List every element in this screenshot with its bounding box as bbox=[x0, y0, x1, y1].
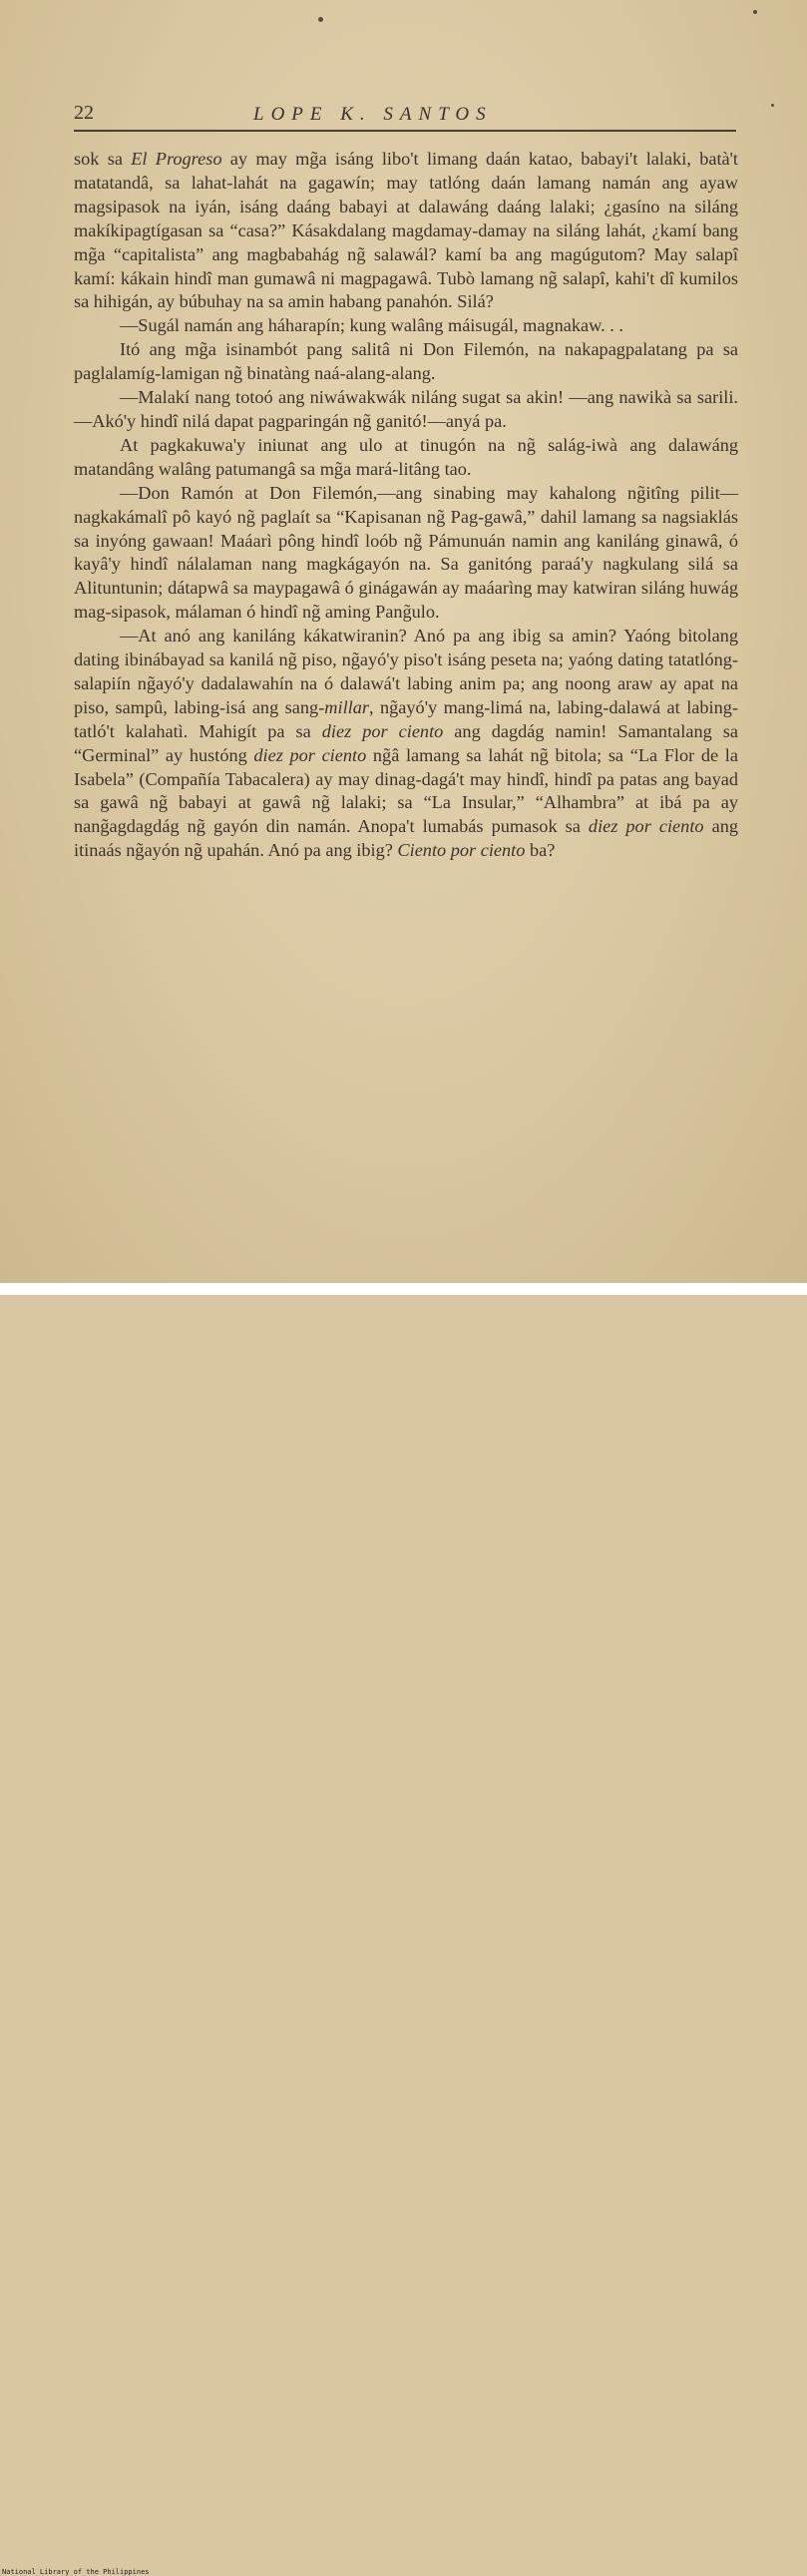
text-run: —Don Ramón at Don Filemón,—ang sinabing may kahalong ng̃itîng pilit—nagkakámalî pô kayó ng̃ paglaít sa “Kapisanan ng̃ Pag-gawâ,” dahil lamang sa nagsiaklás sa inyóng gawaan! Maáarì pông hindî loób ng̃ Pámunuán namin ang kaniláng ginawâ, ó kayâ'y hindî nálalaman nang magkágayón na. Sa ganitóng paraá'y nagkulang silá sa Alituntunin; dátapwâ sa maypagawâ ó ginágawán ay maáarìng may katwiran siláng huwág mag-sipasok, málaman ó hindî ng̃ aming Pang̃ulo. bbox=[74, 482, 738, 623]
scan-footer-strip bbox=[0, 1283, 807, 2576]
italic-run: Ciento por ciento bbox=[397, 840, 526, 861]
paragraph bbox=[74, 386, 738, 434]
text-run: ang dagdág namin! Samantalang sa “Germinal” ay hustóng bbox=[74, 720, 738, 765]
text-run: —At anó ang kaniláng kákatwiranin? Anó pa ang ibig sa amin? Yaóng bitolang dating ibinábayad sa kanilá ng̃ piso, ng̃ayó'y piso't isáng peseta na; yaóng dating tatatlóng-salapiín ng̃ayó'y dadalawahín na ó dalawá't labing anim pa; ang noong araw ay apat na piso, sampû, labing-isá ang sang- bbox=[74, 626, 738, 717]
text-run: Itó ang mg̃a isinambót pang salitâ ni Don Filemón, na nakapagpalatang pa sa paglalamíg-lamigan ng̃ binatàng naá-alang-alang. bbox=[74, 339, 738, 384]
book-page bbox=[0, 0, 807, 1283]
page-number: 22 bbox=[74, 102, 94, 124]
paragraph bbox=[74, 148, 738, 314]
paragraph bbox=[74, 338, 738, 386]
italic-run: diez por ciento bbox=[321, 720, 444, 741]
paragraph bbox=[74, 625, 738, 863]
ink-speck bbox=[771, 104, 774, 107]
ink-speck bbox=[753, 10, 757, 14]
text-run: ang itinaás ng̃ayón ng̃ upahán. Anó pa ang ibig? bbox=[74, 816, 738, 861]
text-run: sok sa bbox=[74, 149, 132, 169]
italic-run: El Progreso bbox=[131, 149, 222, 169]
italic-run: diez por ciento bbox=[588, 816, 704, 837]
text-run: At pagkakuwa'y iniunat ang ulo at tinugón na ng̃ salág-iwà ang dalawáng matandâng walâng patumangâ sa mg̃a mará-litâng tao. bbox=[74, 434, 738, 479]
italic-run: millar bbox=[324, 696, 369, 717]
text-run: —Sugál namán ang háharapín; kung walâng máisugál, magnakaw. . . bbox=[120, 315, 623, 336]
paragraph bbox=[74, 434, 738, 482]
text-run: —Malakí nang totoó ang niwáwakwák niláng sugat sa akin! —ang nawikà sa sarili.—Akó'y hindî nilá dapat pagparingán ng̃ ganitó!—anyá pa. bbox=[74, 387, 738, 431]
page-header bbox=[74, 102, 736, 132]
running-head: LOPE K. SANTOS bbox=[253, 104, 493, 125]
paragraph bbox=[74, 314, 738, 338]
paragraph bbox=[74, 482, 738, 625]
italic-run: diez por ciento bbox=[253, 744, 367, 765]
body-text bbox=[74, 148, 738, 863]
text-run: ba? bbox=[525, 840, 556, 861]
text-run: ay may mg̃a isáng libo't limang daán katao, babayi't lalaki, batà't matatandâ, sa lahat-lahát na gagawín; may tatlóng daán lamang namán ang ayaw magsipasok na iyán, isáng daáng babayi at dalawáng daáng lalaki; ¿gasíno na siláng makíkipagtígasan sa “casa?” Kásakdalang magdamay-damay na siláng lahát, ¿kamí bang mg̃a “capitalista” ang magbabahág ng̃ salawál? kamí ba ang magúgutom? May salapî kamí: kákain hindî man gumawâ ni magpagawâ. Tubò lamang ng̃ salapî, kahi't dî kumilos sa hihigán, ay búbuhay na sa amin habang panahón. Silá? bbox=[74, 149, 739, 312]
text-run: , ng̃ayó'y mang-limá na, labing-dalawá at labing-tatló't kalahatì. Mahigít pa sa bbox=[74, 696, 738, 741]
text-run: ng̃â lamang sa lahát ng̃ bitola; sa “La Flor de la Isabela” (Compañía Tabacalera) ay may dinag-dagá't may hindî, hindî pa patas ang bayad sa gawâ ng̃ babayi at gawâ ng̃ lalaki; sa “La Insular,” “Alhambra” at ibá pa ay nang̃agdagdág ng̃ gayón din namán. Anopa't lumabás pumasok sa bbox=[74, 744, 738, 837]
source-note: National Library of the Philippines bbox=[2, 2568, 150, 2576]
ink-speck bbox=[318, 17, 323, 22]
